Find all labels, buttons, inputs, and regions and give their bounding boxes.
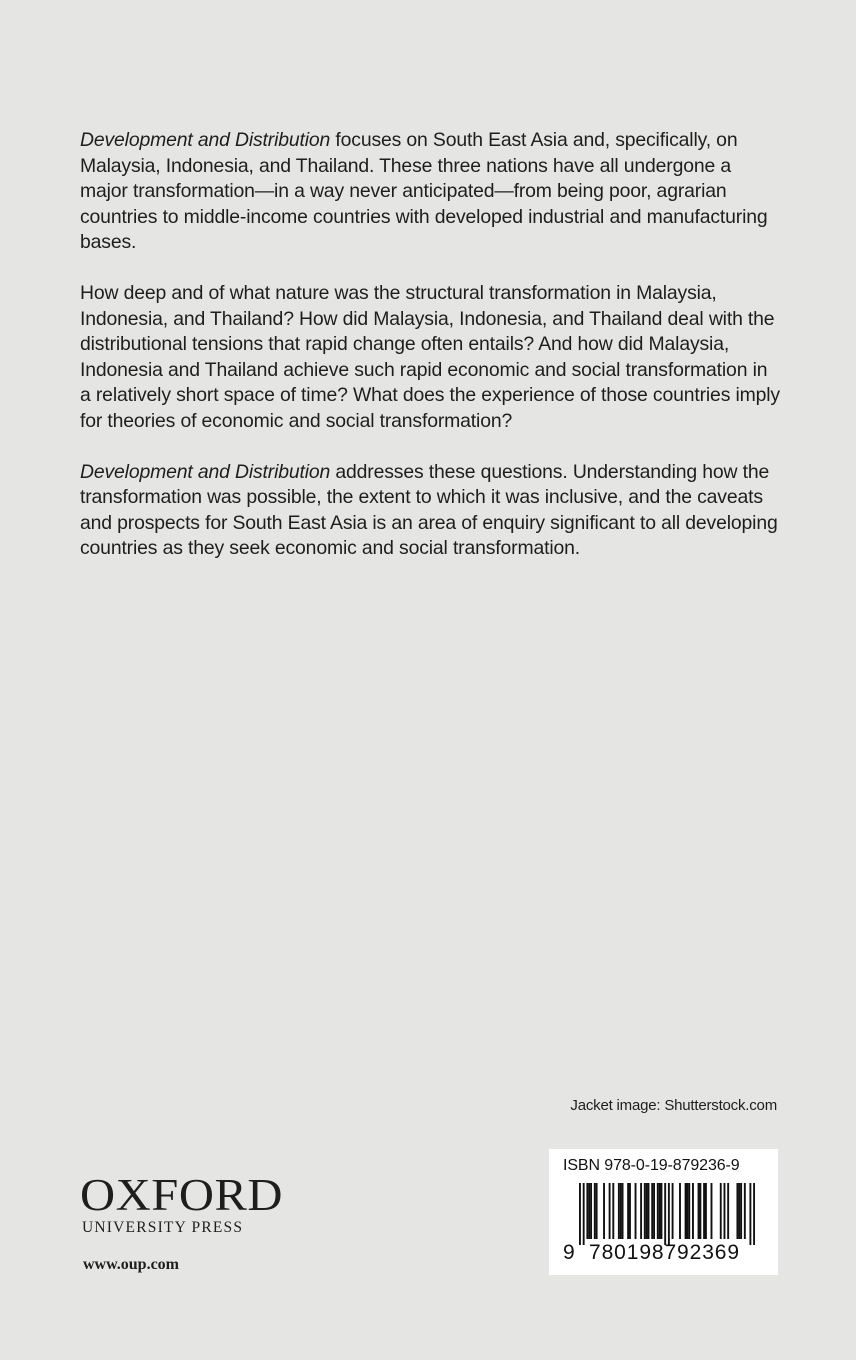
barcode-bar bbox=[586, 1183, 588, 1239]
barcode-first-digit: 9 bbox=[563, 1241, 575, 1264]
barcode-bar bbox=[705, 1183, 707, 1239]
barcode-bar bbox=[651, 1183, 653, 1239]
blurb-paragraph-2: How deep and of what nature was the structural transformation in Malaysia, Indonesia, and Thailand? How did Malaysia, Indonesia, and Thailand deal with the distributional tensions that rapid change often entails? And how did Malaysia, Indonesia and Thailand achieve such rapid economic and social transformation in a relatively short space of time? What does the experience of those countries imply for theories of economic and social transformation? bbox=[80, 282, 780, 432]
barcode-bar bbox=[724, 1183, 726, 1239]
barcode-bar bbox=[744, 1183, 746, 1239]
barcode-bar bbox=[738, 1183, 740, 1239]
barcode-bar bbox=[685, 1183, 687, 1239]
barcode-bar bbox=[703, 1183, 705, 1239]
barcode-bar bbox=[629, 1183, 631, 1239]
barcode-bar bbox=[622, 1183, 624, 1239]
barcode-bar bbox=[603, 1183, 605, 1239]
barcode-bar bbox=[627, 1183, 629, 1239]
barcode-bar bbox=[661, 1183, 663, 1239]
book-title-italic: Development and Distribution bbox=[80, 129, 331, 151]
barcode-bar bbox=[727, 1183, 729, 1239]
barcode-bar bbox=[659, 1183, 661, 1239]
barcode-bar bbox=[657, 1183, 659, 1239]
barcode-bar bbox=[686, 1183, 688, 1239]
barcode-bar bbox=[749, 1183, 751, 1245]
barcode-bar bbox=[668, 1183, 670, 1245]
barcode-bar bbox=[609, 1183, 611, 1239]
barcode-bar bbox=[740, 1183, 742, 1239]
barcode-bar bbox=[698, 1183, 700, 1239]
barcode-bar bbox=[612, 1183, 614, 1239]
back-cover-blurb bbox=[80, 128, 780, 562]
blurb-paragraph-1 bbox=[80, 128, 780, 256]
barcode-bar bbox=[736, 1183, 738, 1239]
barcode-bars bbox=[579, 1183, 755, 1245]
publisher-logo-word: OXFORD bbox=[80, 1170, 284, 1220]
barcode-bar bbox=[646, 1183, 648, 1239]
blurb-paragraph-3-text: addresses these questions. Understanding how the transformation was possible, the extent to which it was inclusive, and the caveats and prospects for South East Asia is an area of enquiry significant to all developing countries as they seek economic and social transformation. bbox=[80, 460, 778, 559]
jacket-image-credit: Jacket image: Shutterstock.com bbox=[570, 1097, 777, 1114]
barcode-bar bbox=[583, 1183, 585, 1245]
barcode-bar bbox=[644, 1183, 646, 1239]
barcode-bar bbox=[692, 1183, 694, 1239]
blurb-paragraph-1-text: focuses on South East Asia and, specifically, on Malaysia, Indonesia, and Thailand. These three nations have all undergone a major transformation—in a way never anticipated—from being poor, agrarian countries to middle-income countries with developed industrial and manufacturing bases. bbox=[80, 129, 768, 253]
barcode-bar bbox=[640, 1183, 642, 1239]
publisher-url: www.oup.com bbox=[83, 1256, 180, 1273]
barcode-digits: 780198792369 bbox=[589, 1241, 740, 1264]
barcode-bar bbox=[596, 1183, 598, 1239]
barcode-bar bbox=[620, 1183, 622, 1239]
barcode-bar bbox=[635, 1183, 637, 1239]
barcode-bar bbox=[672, 1183, 674, 1239]
barcode-bar bbox=[679, 1183, 681, 1239]
barcode-bar bbox=[688, 1183, 690, 1239]
barcode-bar bbox=[590, 1183, 592, 1239]
isbn-label: ISBN 978-0-19-879236-9 bbox=[563, 1157, 740, 1174]
blurb-paragraph-3 bbox=[80, 460, 780, 562]
barcode-bar bbox=[711, 1183, 713, 1239]
publisher-logo-subtitle: UNIVERSITY PRESS bbox=[82, 1219, 244, 1236]
publisher-logo bbox=[80, 1170, 284, 1237]
barcode-bar bbox=[753, 1183, 755, 1245]
barcode-bar bbox=[588, 1183, 590, 1239]
isbn-barcode bbox=[549, 1149, 778, 1275]
barcode-bar bbox=[720, 1183, 722, 1239]
book-title-italic: Development and Distribution bbox=[80, 460, 331, 483]
barcode-bar bbox=[664, 1183, 666, 1245]
barcode-bar bbox=[653, 1183, 655, 1239]
barcode-bar bbox=[618, 1183, 620, 1239]
barcode-bar bbox=[699, 1183, 701, 1239]
barcode-bar bbox=[648, 1183, 650, 1239]
barcode-bar bbox=[594, 1183, 596, 1239]
barcode-bar bbox=[579, 1183, 581, 1245]
